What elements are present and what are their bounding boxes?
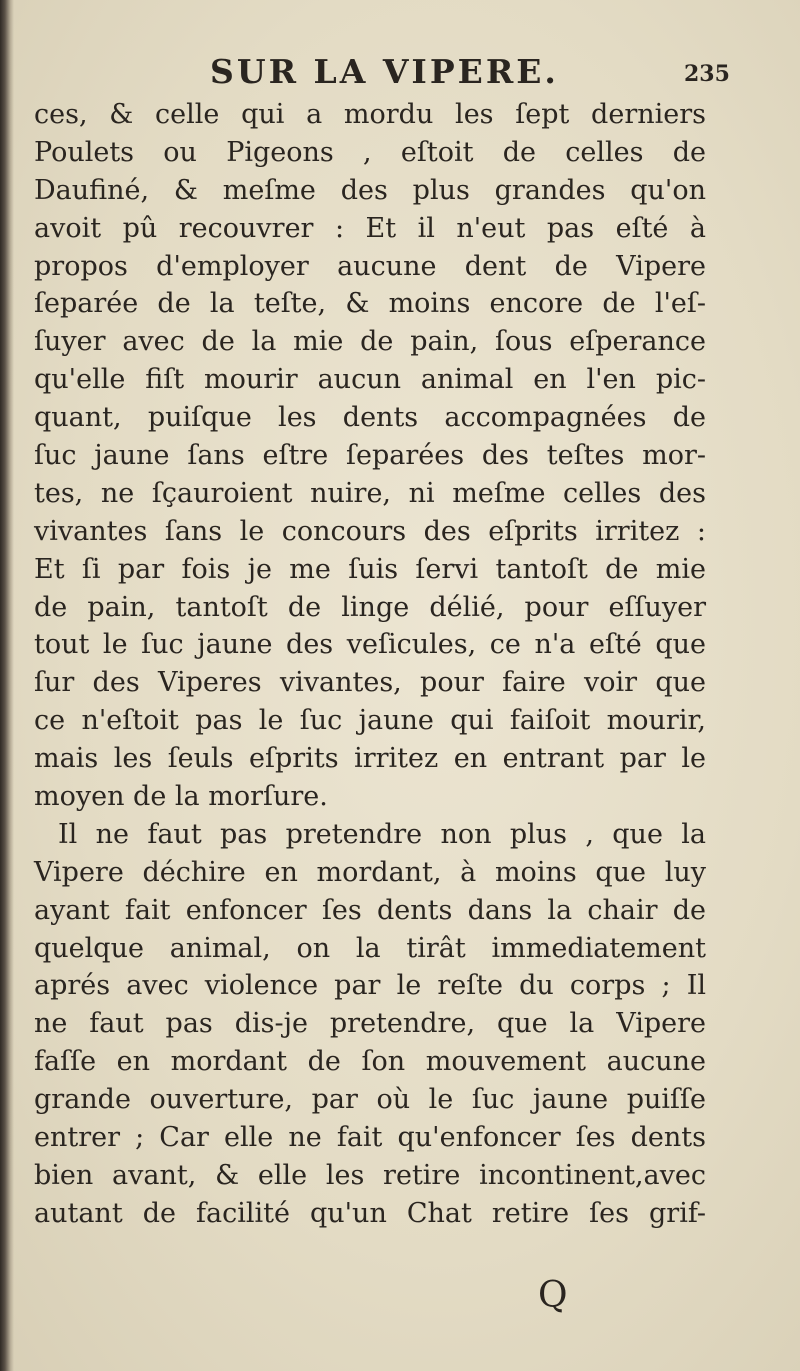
running-head — [0, 50, 800, 94]
text-line: autant de facilité qu'un Chat retire ſes grif- — [34, 1197, 706, 1229]
text-line: ce n'eſtoit pas le ſuc jaune qui faiſoit mourir, — [34, 705, 706, 737]
running-title: SUR LA VIPERE. — [210, 52, 559, 91]
text-line: vivantes ſans le concours des eſprits irritez : — [34, 515, 706, 547]
text-line: Poulets ou Pigeons , eſtoit de celles de — [34, 136, 706, 168]
text-line: Daufiné, & meſme des plus grandes qu'on — [34, 174, 706, 206]
text-line: de pain, tantoſt de linge délié, pour eſſuyer — [34, 591, 706, 623]
text-line: mais les ſeuls eſprits irritez en entrant par le — [34, 743, 706, 775]
text-line: entrer ; Car elle ne fait qu'enfoncer ſes dents — [34, 1122, 706, 1154]
text-line: Et ſi par fois je me ſuis ſervi tantoſt de mie — [34, 553, 706, 585]
text-line: avoit pû recouvrer : Et il n'eut pas eſté à — [34, 212, 706, 244]
text-line: grande ouverture, par où le ſuc jaune puiſſe — [34, 1084, 706, 1116]
text-line: Vipere déchire en mordant, à moins que luy — [34, 856, 706, 888]
text-line: quelque animal, on la tirât immediatement — [34, 932, 706, 964]
text-line: ces, & celle qui a mordu les ſept derniers — [34, 99, 706, 130]
text-line: ne faut pas dis-je pretendre, que la Vipere — [34, 1008, 706, 1040]
page-number: 235 — [684, 61, 730, 87]
catchword: Q — [538, 1275, 568, 1316]
text-line: ſuc jaune ſans eſtre ſeparées des teſtes mor- — [34, 440, 706, 472]
text-line: tes, ne ſçauroient nuire, ni meſme celles des — [34, 477, 706, 509]
text-line: ayant fait enfoncer ſes dents dans la chair de — [34, 894, 706, 926]
text-line: propos d'employer aucune dent de Vipere — [34, 250, 706, 282]
binding-gutter — [0, 0, 14, 1371]
text-line: aprés avec violence par le reſte du corps ; Il — [34, 970, 706, 1002]
body-text — [34, 96, 706, 1233]
text-line: ſuyer avec de la mie de pain, ſous eſperance — [34, 326, 706, 358]
text-line: bien avant, & elle les retire incontinent,avec — [34, 1159, 706, 1191]
text-line: tout le ſuc jaune des veſicules, ce n'a eſté que — [34, 629, 706, 661]
text-line: faſſe en mordant de ſon mouvement aucune — [34, 1046, 706, 1078]
text-line: qu'elle fiſt mourir aucun animal en l'en pic- — [34, 364, 706, 396]
text-line: moyen de la morſure. — [34, 781, 328, 813]
text-line: quant, puiſque les dents accompagnées de — [34, 402, 706, 434]
text-line: Il ne faut pas pretendre non plus , que la — [58, 818, 706, 850]
text-line: ſeparée de la teſte, & moins encore de l'eſ- — [34, 288, 706, 320]
text-line: ſur des Viperes vivantes, pour faire voir que — [34, 667, 706, 699]
